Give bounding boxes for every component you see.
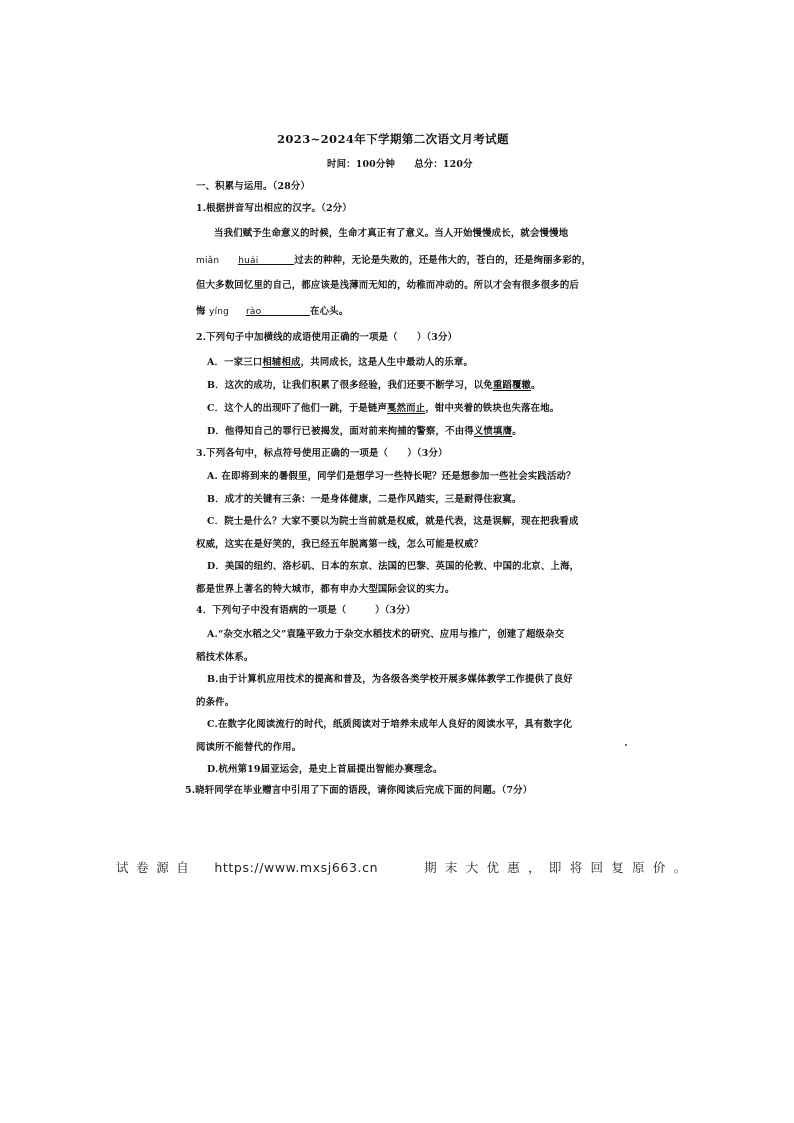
pinyin-rao-blank[interactable] [246, 306, 310, 316]
exam-title: 2023~2024年下学期第二次语文月考试题 [277, 132, 509, 146]
question-3-option-c-line-1: C．院士是什么？大家不要以为院士当前就是权威，就是代表，这是误解，现在把我看成 [207, 516, 579, 527]
question-2-option-d [207, 426, 522, 438]
option-b-idiom: 重蹈覆辙 [492, 380, 532, 391]
option-d-prefix: D．他得知自己的罪行已被揭发，面对前来拘捕的警察，不由得 [207, 426, 474, 437]
question-1-stem: 1.根据拼音写出相应的汉字。（2分） [196, 203, 352, 214]
question-2-option-a [207, 357, 473, 369]
question-4-option-b-line-1: B.由于计算机应用技术的提高和普及，为各级各类学校开展多媒体教学工作提供了良好 [207, 674, 573, 685]
option-c-idiom: 戛然而止 [387, 403, 426, 414]
question-2-stem: 2.下列句子中加横线的成语使用正确的一项是（ ）（3分） [196, 332, 458, 343]
pinyin-huai-blank[interactable] [238, 255, 294, 265]
pinyin-rao: rào [246, 307, 262, 317]
question-3-option-b: B．成才的关键有三条：一是身体健康，二是作风踏实，三是耐得住寂寞。 [207, 494, 522, 505]
question-4-option-b-line-2: 的条件。 [196, 697, 235, 708]
question-1-line-1: 当我们赋予生命意义的时候，生命才真正有了意义。当人开始慢慢成长，就会慢慢地 [214, 228, 569, 239]
question-4-option-a-line-1: A.“杂交水稻之父”袁隆平致力于杂交水稻技术的研究、应用与推广，创建了超级杂交 [207, 629, 565, 640]
footer-url-link[interactable]: https://www.mxsj663.cn [214, 860, 379, 875]
question-3-option-c-line-2: 权威，这实在是好笑的，我已经五年脱离第一线，怎么可能是权威？ [196, 539, 484, 550]
question-4-option-c-line-1: C.在数字化阅读流行的时代，纸质阅读对于培养未成年人良好的阅读水平，具有数字化 [207, 719, 573, 730]
question-4-option-c-line-2: 阅读所不能替代的作用。 [196, 742, 302, 753]
question-5-stem: 5.晓轩同学在毕业赠言中引用了下面的语段，请你阅读后完成下面的问题。（7分） [185, 785, 533, 796]
exam-time-info: 时间：100分钟 总分：120分 [327, 159, 473, 170]
question-2-option-b [207, 380, 541, 392]
section-heading: 一、积累与运用。（28分） [196, 181, 311, 192]
option-a-suffix: ，共同成长，这是人生中最动人的乐章。 [300, 357, 474, 368]
question-4-option-d: D.杭州第19届亚运会，是史上首届提出智能办赛理念。 [207, 764, 443, 775]
option-d-suffix: 。 [512, 426, 522, 437]
question-1-line-4 [196, 306, 348, 318]
pinyin-mian: miǎn [196, 256, 220, 266]
pinyin-huai: huái [238, 256, 259, 266]
question-3-stem: 3.下列各句中，标点符号使用正确的一项是（ ）（3分） [196, 448, 448, 459]
option-d-idiom: 义愤填膺 [473, 426, 513, 437]
question-4-option-a-line-2: 稻技术体系。 [196, 652, 254, 663]
option-b-suffix: 。 [531, 380, 541, 391]
question-1-line-4-suffix: 在心头。 [310, 306, 349, 317]
pinyin-ying: yíng [209, 307, 230, 317]
scan-speck [625, 744, 627, 746]
question-1-line-4-prefix: 悔 [196, 306, 206, 317]
question-1-line-2-text: 过去的种种，无论是失败的，还是伟大的，苍白的，还是绚丽多彩的， [294, 255, 592, 266]
option-c-suffix: ，钳中夹着的铁块也失落在地。 [425, 403, 560, 414]
question-3-option-d-line-2: 都是世界上著名的特大城市，都有申办大型国际会议的实力。 [196, 584, 455, 595]
option-a-prefix: A．一家三口 [207, 357, 263, 368]
question-3-option-d-line-1: D．美国的纽约、洛杉矶、日本的东京、法国的巴黎、英国的伦敦、中国的北京、上海， [207, 561, 580, 572]
option-b-prefix: B．这次的成功，让我们积累了很多经验，我们还要不断学习，以免 [207, 380, 493, 391]
footer-banner [116, 858, 695, 876]
question-2-option-c [207, 403, 559, 415]
question-3-option-a: A. 在即将到来的暑假里，同学们是想学习一些特长呢？还是想参加一些社会实践活动？ [207, 471, 576, 482]
footer-promo-text: 期末大优惠，即将回复原价。 [424, 860, 695, 875]
footer-source-label: 试卷源自 [116, 860, 197, 875]
question-4-stem: 4．下列句子中没有语病的一项是（ ）（3分） [196, 605, 416, 616]
question-1-line-3: 但大多数回忆里的自己，都应该是浅薄而无知的，幼稚而冲动的。所以才会有很多很多的后 [196, 280, 580, 291]
question-1-line-2 [196, 255, 591, 267]
option-a-idiom: 相辅相成 [262, 357, 301, 368]
option-c-prefix: C．这个人的出现吓了他们一跳，于是链声 [207, 403, 388, 414]
